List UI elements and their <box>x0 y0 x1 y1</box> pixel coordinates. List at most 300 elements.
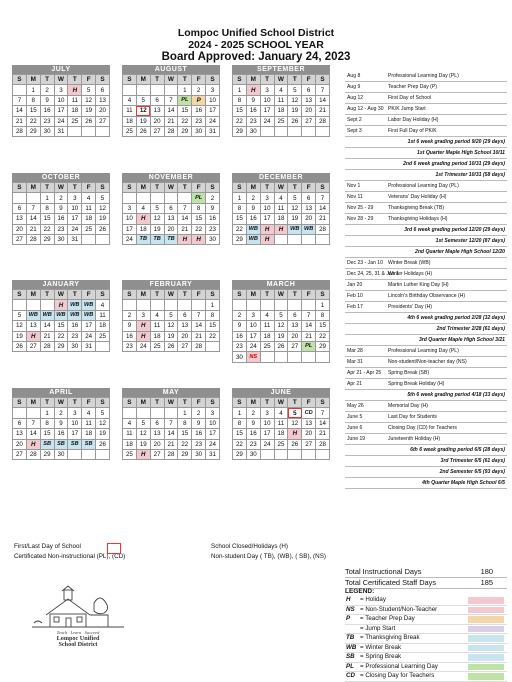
day-cell: 5 <box>164 310 178 320</box>
day-cell: 16 <box>246 429 260 439</box>
day-cell: 24 <box>206 439 220 449</box>
day-cell: 16 <box>54 214 68 224</box>
weekday-label: T <box>178 183 192 193</box>
weekday-label: T <box>150 290 164 300</box>
day-cell: 18 <box>150 331 164 341</box>
day-cell: 2 <box>233 310 247 320</box>
day-cell: WB <box>302 224 316 234</box>
day-cell: 2 <box>246 193 260 203</box>
event-date: Aug 8 <box>347 73 361 79</box>
day-cell: 5 <box>136 418 150 428</box>
day-cell: 4 <box>274 408 288 418</box>
day-cell <box>302 234 316 244</box>
day-cell: 16 <box>192 429 206 439</box>
day-cell: 15 <box>40 214 54 224</box>
total-instructional-row: Total Instructional Days 180 <box>345 567 507 578</box>
day-cell: WB <box>40 310 54 320</box>
weekday-label: T <box>178 290 192 300</box>
weekday-label: F <box>192 183 206 193</box>
day-cell: 22 <box>26 116 40 126</box>
day-cell: 26 <box>96 439 110 449</box>
weekday-label: T <box>178 398 192 408</box>
week-row <box>233 439 330 449</box>
day-cell: 8 <box>316 310 330 320</box>
weekday-row <box>13 75 110 85</box>
day-cell: 22 <box>178 439 192 449</box>
day-cell: 17 <box>260 106 274 116</box>
event-date: Dec 23 - Jan 10 <box>347 260 383 266</box>
day-cell: 26 <box>274 341 288 351</box>
day-cell: 23 <box>54 224 68 234</box>
day-cell: 8 <box>233 95 247 105</box>
week-row <box>13 214 110 224</box>
week-row <box>13 429 110 439</box>
day-cell: 28 <box>192 341 206 351</box>
week-row <box>13 234 110 244</box>
day-cell: 6 <box>150 418 164 428</box>
week-row <box>123 321 220 331</box>
day-cell: H <box>136 321 150 331</box>
day-cell: 9 <box>123 321 137 331</box>
weekday-label: W <box>274 183 288 193</box>
day-cell: 5 <box>150 203 164 213</box>
day-cell: 12 <box>136 106 150 116</box>
day-cell: 20 <box>288 331 302 341</box>
week-row <box>233 429 330 439</box>
day-cell: PL <box>178 95 192 105</box>
day-cell: 8 <box>40 203 54 213</box>
day-cell: 28 <box>164 449 178 459</box>
day-cell <box>123 193 137 203</box>
note-text: 4th Quarter Maple High School 6/5 <box>422 480 505 486</box>
week-row <box>123 429 220 439</box>
weekday-label: T <box>40 290 54 300</box>
day-cell: 15 <box>178 429 192 439</box>
legend-item <box>345 672 507 682</box>
month-august <box>122 65 220 137</box>
day-cell <box>164 85 178 95</box>
day-cell: 19 <box>274 331 288 341</box>
weekday-label: W <box>274 75 288 85</box>
day-cell: 11 <box>96 310 110 320</box>
day-cell: 28 <box>13 126 27 136</box>
day-cell: 11 <box>82 203 96 213</box>
logo-name-1: Lompoc Unified <box>56 635 100 642</box>
closed-key: School Closed/Holidays (H) <box>211 543 288 550</box>
legend-item <box>345 634 507 644</box>
day-cell: 27 <box>150 126 164 136</box>
day-cell <box>233 300 247 310</box>
day-cell: 25 <box>274 116 288 126</box>
day-cell: 17 <box>123 224 137 234</box>
legend-label: = Winter Break <box>360 643 402 651</box>
event-row <box>345 379 507 390</box>
event-text: Last Day for Students <box>388 414 437 420</box>
day-cell: PL <box>192 193 206 203</box>
weekday-row <box>13 183 110 193</box>
day-cell <box>40 300 54 310</box>
grading-note <box>345 170 507 181</box>
grading-note <box>345 236 507 247</box>
weekday-label: S <box>13 290 27 300</box>
week-row <box>233 300 330 310</box>
day-cell: 16 <box>68 321 82 331</box>
day-cell: 24 <box>54 116 68 126</box>
day-cell: 4 <box>82 408 96 418</box>
day-cell: 4 <box>123 95 137 105</box>
week-row <box>123 224 220 234</box>
legend-code: CD <box>346 672 355 679</box>
day-cell: 6 <box>288 310 302 320</box>
day-cell: 30 <box>233 352 247 362</box>
week-row <box>123 310 220 320</box>
day-cell: WB <box>82 310 96 320</box>
day-cell: 13 <box>150 429 164 439</box>
month-march <box>232 280 330 363</box>
legend-label: = Jump Start <box>360 624 396 632</box>
event-row <box>345 280 507 291</box>
day-cell: WB <box>68 300 82 310</box>
day-cell: 19 <box>136 439 150 449</box>
day-cell: 25 <box>260 341 274 351</box>
event-date: June 5 <box>347 414 363 420</box>
weekday-label: F <box>302 183 316 193</box>
weekday-label: T <box>260 398 274 408</box>
day-cell: 22 <box>233 116 247 126</box>
day-cell: 13 <box>26 321 40 331</box>
day-cell: 9 <box>192 418 206 428</box>
month-title: JUNE <box>232 388 330 397</box>
day-cell: 18 <box>82 429 96 439</box>
day-cell: 12 <box>274 321 288 331</box>
week-row <box>123 126 220 136</box>
day-cell: 2 <box>54 193 68 203</box>
day-cell: 22 <box>192 224 206 234</box>
legend-swatch <box>468 654 504 661</box>
legend-item <box>345 663 507 673</box>
legend-swatch <box>468 635 504 642</box>
day-cell: 25 <box>274 439 288 449</box>
day-cell: 26 <box>136 126 150 136</box>
day-cell: 20 <box>13 439 27 449</box>
day-cell: 29 <box>233 234 247 244</box>
day-cell: 4 <box>96 300 110 310</box>
first-last-key: First/Last Day of School <box>14 543 81 550</box>
day-cell: 15 <box>233 214 247 224</box>
weekday-label: M <box>26 183 40 193</box>
week-row <box>13 106 110 116</box>
day-cell: 4 <box>136 203 150 213</box>
weekday-label: M <box>246 183 260 193</box>
day-cell <box>302 300 316 310</box>
day-cell: 19 <box>288 106 302 116</box>
legend-code: H <box>346 596 351 603</box>
day-cell: TB <box>164 234 178 244</box>
week-row <box>233 341 330 351</box>
day-cell: SB <box>82 439 96 449</box>
day-cell: 2 <box>192 408 206 418</box>
day-cell: 27 <box>26 341 40 351</box>
day-cell: 29 <box>316 341 330 351</box>
day-cell: 4 <box>82 193 96 203</box>
day-cell: WB <box>82 300 96 310</box>
day-cell: 18 <box>82 214 96 224</box>
day-cell: 11 <box>260 321 274 331</box>
event-row <box>345 423 507 434</box>
weekday-label: W <box>164 183 178 193</box>
day-cell <box>274 352 288 362</box>
day-cell: 31 <box>206 126 220 136</box>
day-cell: 14 <box>164 429 178 439</box>
weekday-label: F <box>302 290 316 300</box>
day-cell: 5 <box>96 193 110 203</box>
day-cell <box>316 126 330 136</box>
day-cell: 31 <box>82 341 96 351</box>
weekday-label: S <box>206 290 220 300</box>
legend-title: LEGEND: <box>345 588 375 595</box>
day-cell: PL <box>302 341 316 351</box>
day-cell: 13 <box>164 214 178 224</box>
day-cell <box>274 300 288 310</box>
legend-swatch <box>468 645 504 652</box>
day-cell: 13 <box>178 321 192 331</box>
day-cell: 9 <box>246 203 260 213</box>
day-cell: 18 <box>68 106 82 116</box>
day-cell: 13 <box>302 95 316 105</box>
grading-note <box>345 390 507 401</box>
day-cell <box>68 126 82 136</box>
month-title: APRIL <box>12 388 110 397</box>
day-cell: 14 <box>316 418 330 428</box>
weekday-label: S <box>233 290 247 300</box>
week-row <box>123 116 220 126</box>
day-cell: 15 <box>178 106 192 116</box>
event-date: Jan 20 <box>347 282 363 288</box>
day-cell: 23 <box>40 116 54 126</box>
week-row <box>233 234 330 244</box>
day-cell: 20 <box>302 429 316 439</box>
day-cell: 26 <box>288 116 302 126</box>
day-cell: 11 <box>82 418 96 428</box>
event-text: Non-student/Non-teacher day (NS) <box>388 359 467 365</box>
day-cell: 14 <box>40 321 54 331</box>
day-cell <box>13 408 27 418</box>
day-cell: 9 <box>206 203 220 213</box>
day-cell: 20 <box>302 106 316 116</box>
day-cell <box>316 234 330 244</box>
event-row <box>345 434 507 445</box>
day-cell: 9 <box>233 321 247 331</box>
day-cell: 14 <box>26 429 40 439</box>
day-cell: 11 <box>274 95 288 105</box>
day-cell: 11 <box>274 418 288 428</box>
day-cell <box>288 352 302 362</box>
day-cell <box>288 234 302 244</box>
day-cell: TB <box>136 234 150 244</box>
legend-label: = Closing Day for Teachers <box>360 672 435 679</box>
day-cell: 3 <box>136 310 150 320</box>
weekday-label: W <box>274 398 288 408</box>
day-cell: 31 <box>68 234 82 244</box>
legend <box>345 588 507 682</box>
event-row <box>345 346 507 357</box>
event-text: Professional Learning Day (PL) <box>388 348 459 354</box>
day-cell <box>96 341 110 351</box>
day-cell: 17 <box>260 429 274 439</box>
weekday-label: M <box>136 398 150 408</box>
day-cell: 5 <box>288 85 302 95</box>
day-cell: 3 <box>206 408 220 418</box>
week-row <box>233 449 330 459</box>
day-cell: 31 <box>206 449 220 459</box>
week-row <box>123 203 220 213</box>
event-text: Memorial Day (H) <box>388 403 428 409</box>
week-row <box>233 85 330 95</box>
event-date: Sept 3 <box>347 128 362 134</box>
event-text: Thanksgiving Break (TB) <box>388 205 445 211</box>
day-cell: 24 <box>260 439 274 449</box>
day-cell: 10 <box>123 214 137 224</box>
day-cell: 21 <box>164 116 178 126</box>
weekday-label: S <box>316 290 330 300</box>
event-text: Spring Break Holiday (H) <box>388 381 445 387</box>
day-cell: 23 <box>246 439 260 449</box>
day-cell: 9 <box>246 95 260 105</box>
legend-swatch <box>468 626 504 633</box>
week-row <box>233 95 330 105</box>
day-cell <box>150 408 164 418</box>
day-cell: 3 <box>246 310 260 320</box>
week-row <box>13 321 110 331</box>
day-cell: 19 <box>136 116 150 126</box>
day-cell: 14 <box>13 106 27 116</box>
day-cell: 17 <box>54 106 68 116</box>
event-text: PK/K Jump Start <box>388 106 426 112</box>
day-cell: 5 <box>288 408 302 418</box>
day-cell: 21 <box>316 106 330 116</box>
day-cell: 16 <box>206 214 220 224</box>
event-text: First Day of School <box>388 95 432 101</box>
total-staff-row: Total Certificated Staff Days 185 <box>345 578 507 589</box>
weekday-label: M <box>136 75 150 85</box>
day-cell: 12 <box>150 214 164 224</box>
day-cell: 16 <box>246 214 260 224</box>
week-row <box>13 224 110 234</box>
day-cell: 7 <box>302 310 316 320</box>
day-cell: 27 <box>13 449 27 459</box>
month-title: JANUARY <box>12 280 110 289</box>
event-date: Feb 10 <box>347 293 363 299</box>
day-cell: 5 <box>96 408 110 418</box>
day-cell: 6 <box>150 95 164 105</box>
day-cell: 28 <box>164 126 178 136</box>
day-cell: 21 <box>40 331 54 341</box>
day-cell: 5 <box>13 310 27 320</box>
day-cell: 16 <box>192 106 206 116</box>
day-cell: 17 <box>206 429 220 439</box>
month-title: AUGUST <box>122 65 220 74</box>
day-cell <box>68 449 82 459</box>
day-cell: 18 <box>136 224 150 234</box>
school-year: 2024 - 2025 SCHOOL YEAR <box>188 39 324 51</box>
day-cell <box>136 408 150 418</box>
day-cell: 12 <box>164 321 178 331</box>
day-cell <box>316 449 330 459</box>
week-row <box>123 95 220 105</box>
day-cell: 7 <box>316 193 330 203</box>
day-cell: WB <box>288 224 302 234</box>
day-cell: 17 <box>246 331 260 341</box>
week-row <box>233 418 330 428</box>
day-cell: 22 <box>40 224 54 234</box>
day-cell: 22 <box>233 224 247 234</box>
event-date: Nov 11 <box>347 194 363 200</box>
day-cell <box>316 352 330 362</box>
day-cell: 23 <box>192 116 206 126</box>
day-cell: 18 <box>274 429 288 439</box>
day-cell: 8 <box>233 418 247 428</box>
day-cell: 26 <box>164 341 178 351</box>
day-cell: 12 <box>82 95 96 105</box>
event-date: Nov 1 <box>347 183 361 189</box>
day-cell: 23 <box>68 331 82 341</box>
day-cell: 2 <box>54 408 68 418</box>
note-text: 1st Trimester 10/31 (58 days) <box>435 172 505 178</box>
district-logo <box>28 585 128 647</box>
day-cell: 6 <box>178 310 192 320</box>
day-cell <box>260 126 274 136</box>
day-cell: 2 <box>192 85 206 95</box>
weekday-label: T <box>68 183 82 193</box>
day-cell: 30 <box>40 126 54 136</box>
day-cell <box>260 352 274 362</box>
week-row <box>233 310 330 320</box>
week-row <box>13 408 110 418</box>
event-text: Juneteenth Holiday (H) <box>388 436 441 442</box>
week-row <box>123 331 220 341</box>
day-cell: 30 <box>206 234 220 244</box>
event-date: Apr 21 <box>347 381 363 387</box>
month-may <box>122 388 220 460</box>
month-september <box>232 65 330 137</box>
day-cell <box>13 193 27 203</box>
day-cell: WB <box>68 310 82 320</box>
weekday-label: S <box>96 290 110 300</box>
day-cell: 12 <box>288 95 302 105</box>
day-cell: 12 <box>136 429 150 439</box>
weekday-row <box>123 75 220 85</box>
day-cell: 25 <box>68 116 82 126</box>
day-cell <box>82 234 96 244</box>
day-cell <box>192 300 206 310</box>
week-row <box>13 310 110 320</box>
day-cell: 23 <box>192 439 206 449</box>
day-cell: 2 <box>246 408 260 418</box>
event-row <box>345 104 507 115</box>
month-title: OCTOBER <box>12 173 110 182</box>
day-cell: 11 <box>123 429 137 439</box>
day-cell: 21 <box>302 331 316 341</box>
day-cell: 20 <box>13 224 27 234</box>
day-cell: 3 <box>123 203 137 213</box>
event-text: First Full Day of PK/K <box>388 128 437 134</box>
day-cell: 30 <box>246 126 260 136</box>
event-date: Nov 28 - 29 <box>347 216 374 222</box>
day-cell: 20 <box>96 106 110 116</box>
day-cell: 3 <box>260 85 274 95</box>
grading-note <box>345 445 507 456</box>
day-cell: H <box>68 85 82 95</box>
